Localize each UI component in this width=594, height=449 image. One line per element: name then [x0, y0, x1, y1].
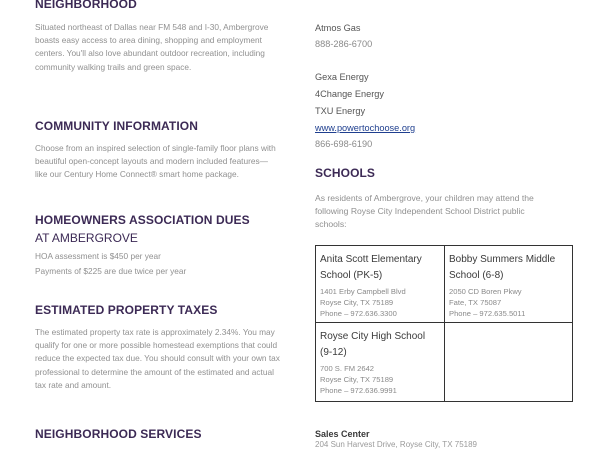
school-name: Anita Scott Elementary School (PK-5) [320, 254, 422, 281]
community-text: Choose from an inspired selection of single-family floor plans with beautiful open-concept layouts and modern included features—like our Century Home Connect® smart home package. [35, 143, 276, 180]
gas-phone: 888-286-6700 [315, 39, 373, 49]
school-cell [445, 246, 572, 319]
community-heading: COMMUNITY INFORMATION [35, 119, 198, 133]
schools-table [315, 245, 573, 402]
electric-phone: 866-698-6190 [315, 139, 373, 149]
electric-provider-3: TXU Energy [315, 106, 366, 116]
hoa-payments: Payments of $225 are due twice per year [35, 266, 187, 276]
empty-cell [445, 323, 572, 329]
neighborhood-text: Situated northeast of Dallas near FM 548 and I-30, Ambergrove boasts easy access to area dining, shopping and employment centers. You'll also love abundant outdoor recreation, including community walking trails and green space. [35, 22, 269, 72]
schools-heading: SCHOOLS [315, 166, 376, 180]
schools-intro: As residents of Ambergrove, your children may attend the following Royse City Independent School District public schools: [315, 193, 534, 230]
hoa-subheading: AT AMBERGROVE [35, 231, 138, 245]
school-name: Royse City High School (9-12) [320, 331, 426, 358]
electric-provider-1: Gexa Energy [315, 72, 369, 82]
school-cell [316, 246, 444, 319]
electric-provider-2: 4Change Energy [315, 89, 384, 99]
school-address: 700 S. FM 2642 Royse City, TX 75189 Phone – 972.636.9991 [320, 364, 397, 395]
school-address: 1401 Erby Campbell Blvd Royse City, TX 75189 Phone – 972.636.3300 [320, 287, 406, 318]
sales-center-title: Sales Center [315, 429, 370, 439]
hoa-assessment: HOA assessment is $450 per year [35, 251, 161, 261]
hoa-heading: HOMEOWNERS ASSOCIATION DUES [35, 213, 250, 227]
gas-provider: Atmos Gas [315, 23, 361, 33]
power-to-choose-link[interactable]: www.powertochoose.org [315, 123, 416, 133]
neighborhood-heading: NEIGHBORHOOD [35, 0, 137, 11]
services-heading: NEIGHBORHOOD SERVICES [35, 427, 202, 441]
taxes-text: The estimated property tax rate is approximately 2.34%. You may qualify for one or more possible homestead exemptions that could reduce the expected tax due. You should consult with your own tax professional to determine the amount of the estimated and actual tax rate and amount. [35, 327, 280, 390]
taxes-heading: ESTIMATED PROPERTY TAXES [35, 303, 218, 317]
school-cell [316, 323, 444, 396]
school-address: 2050 CD Boren Pkwy Fate, TX 75087 Phone – 972.635.5011 [449, 287, 526, 318]
school-name: Bobby Summers Middle School (6-8) [449, 254, 556, 281]
sales-center-address: 204 Sun Harvest Drive, Royse City, TX 75189 [315, 440, 477, 449]
